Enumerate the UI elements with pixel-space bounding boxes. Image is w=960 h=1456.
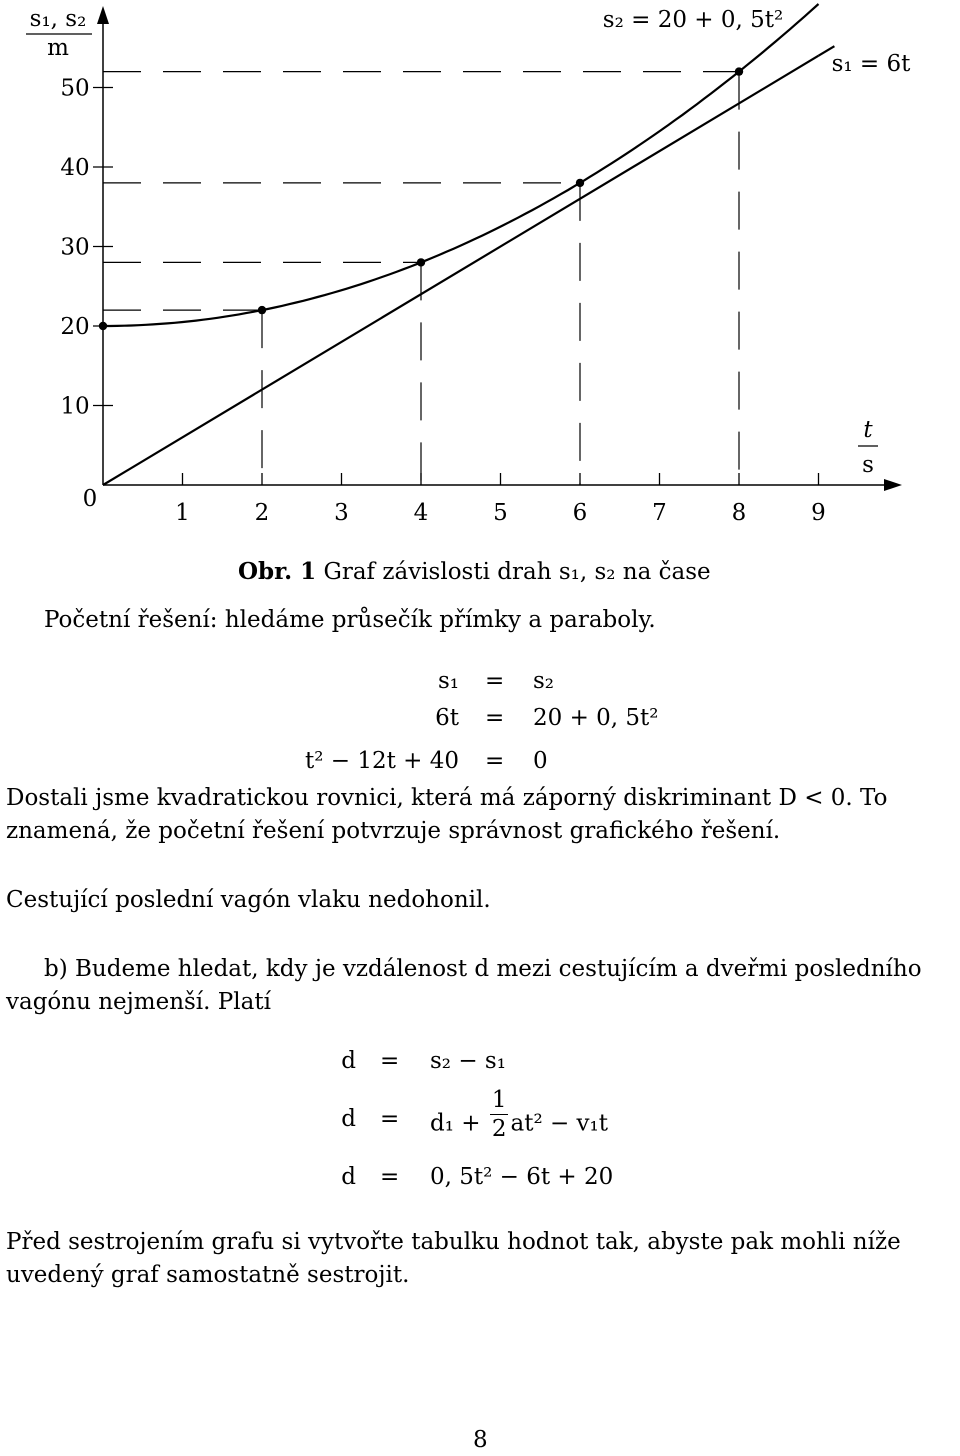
s2-parabola [103, 4, 819, 326]
equation-left: d [341, 1106, 356, 1132]
y-tick-label: 40 [60, 155, 90, 181]
equation-left: t² − 12t + 40 [304, 748, 459, 774]
equation-row [0, 705, 960, 745]
equation-operator: = [380, 1164, 400, 1190]
equation-row [0, 1087, 960, 1146]
equation-left: 6t [435, 705, 459, 731]
data-point [99, 322, 107, 330]
s1-label: s₁ = 6t [831, 51, 911, 77]
x-tick-label: 4 [413, 500, 429, 526]
x-tick-label: 3 [334, 500, 349, 526]
paragraph-line: Dostali jsme kvadratickou rovnici, která má záporný diskriminant D < 0. To [6, 785, 888, 811]
paragraph-line: vagónu nejmenší. Platí [6, 989, 271, 1015]
equation-right: 0, 5t² − 6t + 20 [430, 1164, 614, 1190]
intro-text: Početní řešení: hledáme průsečík přímky a paraboly. [44, 607, 656, 633]
x-tick-label: 5 [493, 500, 508, 526]
equation-operator: = [380, 1048, 400, 1074]
data-point [735, 67, 743, 75]
equation-operator: = [380, 1106, 400, 1132]
paragraph-line: znamená, že početní řešení potvrzuje správnost grafického řešení. [6, 818, 781, 844]
paragraph-line: uvedený graf samostatně sestrojit. [6, 1262, 410, 1288]
equation-operator: = [485, 668, 505, 694]
s1-line [103, 56, 819, 485]
x-tick-label: 8 [731, 500, 747, 526]
dashed-guides [103, 72, 739, 485]
equation-row [0, 1164, 960, 1204]
paragraph-line: Cestující poslední vagón vlaku nedohonil. [6, 887, 491, 913]
equation-right-pre: d₁ + [430, 1110, 488, 1137]
equation-row [0, 1048, 960, 1088]
paragraph-line: Před sestrojením grafu si vytvořte tabulku hodnot tak, abyste pak mohli níže [6, 1229, 901, 1255]
y-tick-label: 50 [60, 75, 90, 102]
equation-right: 20 + 0, 5t² [533, 705, 659, 731]
equation-right-post: at² − v₁t [510, 1110, 609, 1137]
equation-right: 0 [533, 748, 548, 774]
y-tick-label: 10 [60, 393, 90, 420]
page-number: 8 [473, 1427, 488, 1453]
data-point [258, 306, 266, 314]
figure-caption [238, 556, 711, 588]
y-axis-unit: m [47, 35, 69, 61]
curves [103, 4, 834, 485]
x-tick-label: 6 [572, 500, 588, 526]
x-axis-label: t [863, 417, 873, 443]
data-point [576, 179, 584, 187]
y-tick-label: 30 [60, 234, 90, 261]
equation-operator: = [485, 705, 505, 731]
distance-time-chart [0, 0, 960, 540]
equation-left: s₁ [437, 668, 459, 694]
data-point [417, 258, 425, 266]
y-axis-label: s₁, s₂ [29, 6, 87, 32]
s2-label: s₂ = 20 + 0, 5t² [602, 7, 784, 33]
equation-right: s₂ [533, 668, 555, 694]
equation-left: d [341, 1048, 356, 1074]
x-tick-label: 1 [175, 500, 190, 526]
x-tick-label: 7 [652, 500, 667, 526]
tick-labels [60, 76, 825, 527]
x-axis-unit: s [862, 452, 874, 478]
fraction [490, 1086, 509, 1143]
equation-row [0, 668, 960, 708]
fraction-denominator: 2 [491, 1116, 507, 1142]
figure-caption-number: Obr. 1 [238, 558, 317, 585]
equation-right [430, 1087, 609, 1143]
figure-caption-text: Graf závislosti drah s₁, s₂ na čase [316, 559, 711, 585]
x-axis-arrow [884, 479, 902, 491]
x-tick-label: 2 [254, 500, 270, 526]
y-tick-label: 20 [60, 314, 90, 340]
x-tick-label: 9 [811, 500, 826, 526]
paragraph-line: b) Budeme hledat, kdy je vzdálenost d mezi cestujícím a dveřmi posledního [44, 956, 922, 982]
fraction-numerator: 1 [491, 1087, 507, 1113]
y-axis-arrow [97, 6, 109, 24]
equation-right: s₂ − s₁ [430, 1048, 506, 1074]
origin-label: 0 [82, 486, 98, 512]
equation-operator: = [485, 748, 505, 774]
equation-left: d [341, 1164, 356, 1190]
